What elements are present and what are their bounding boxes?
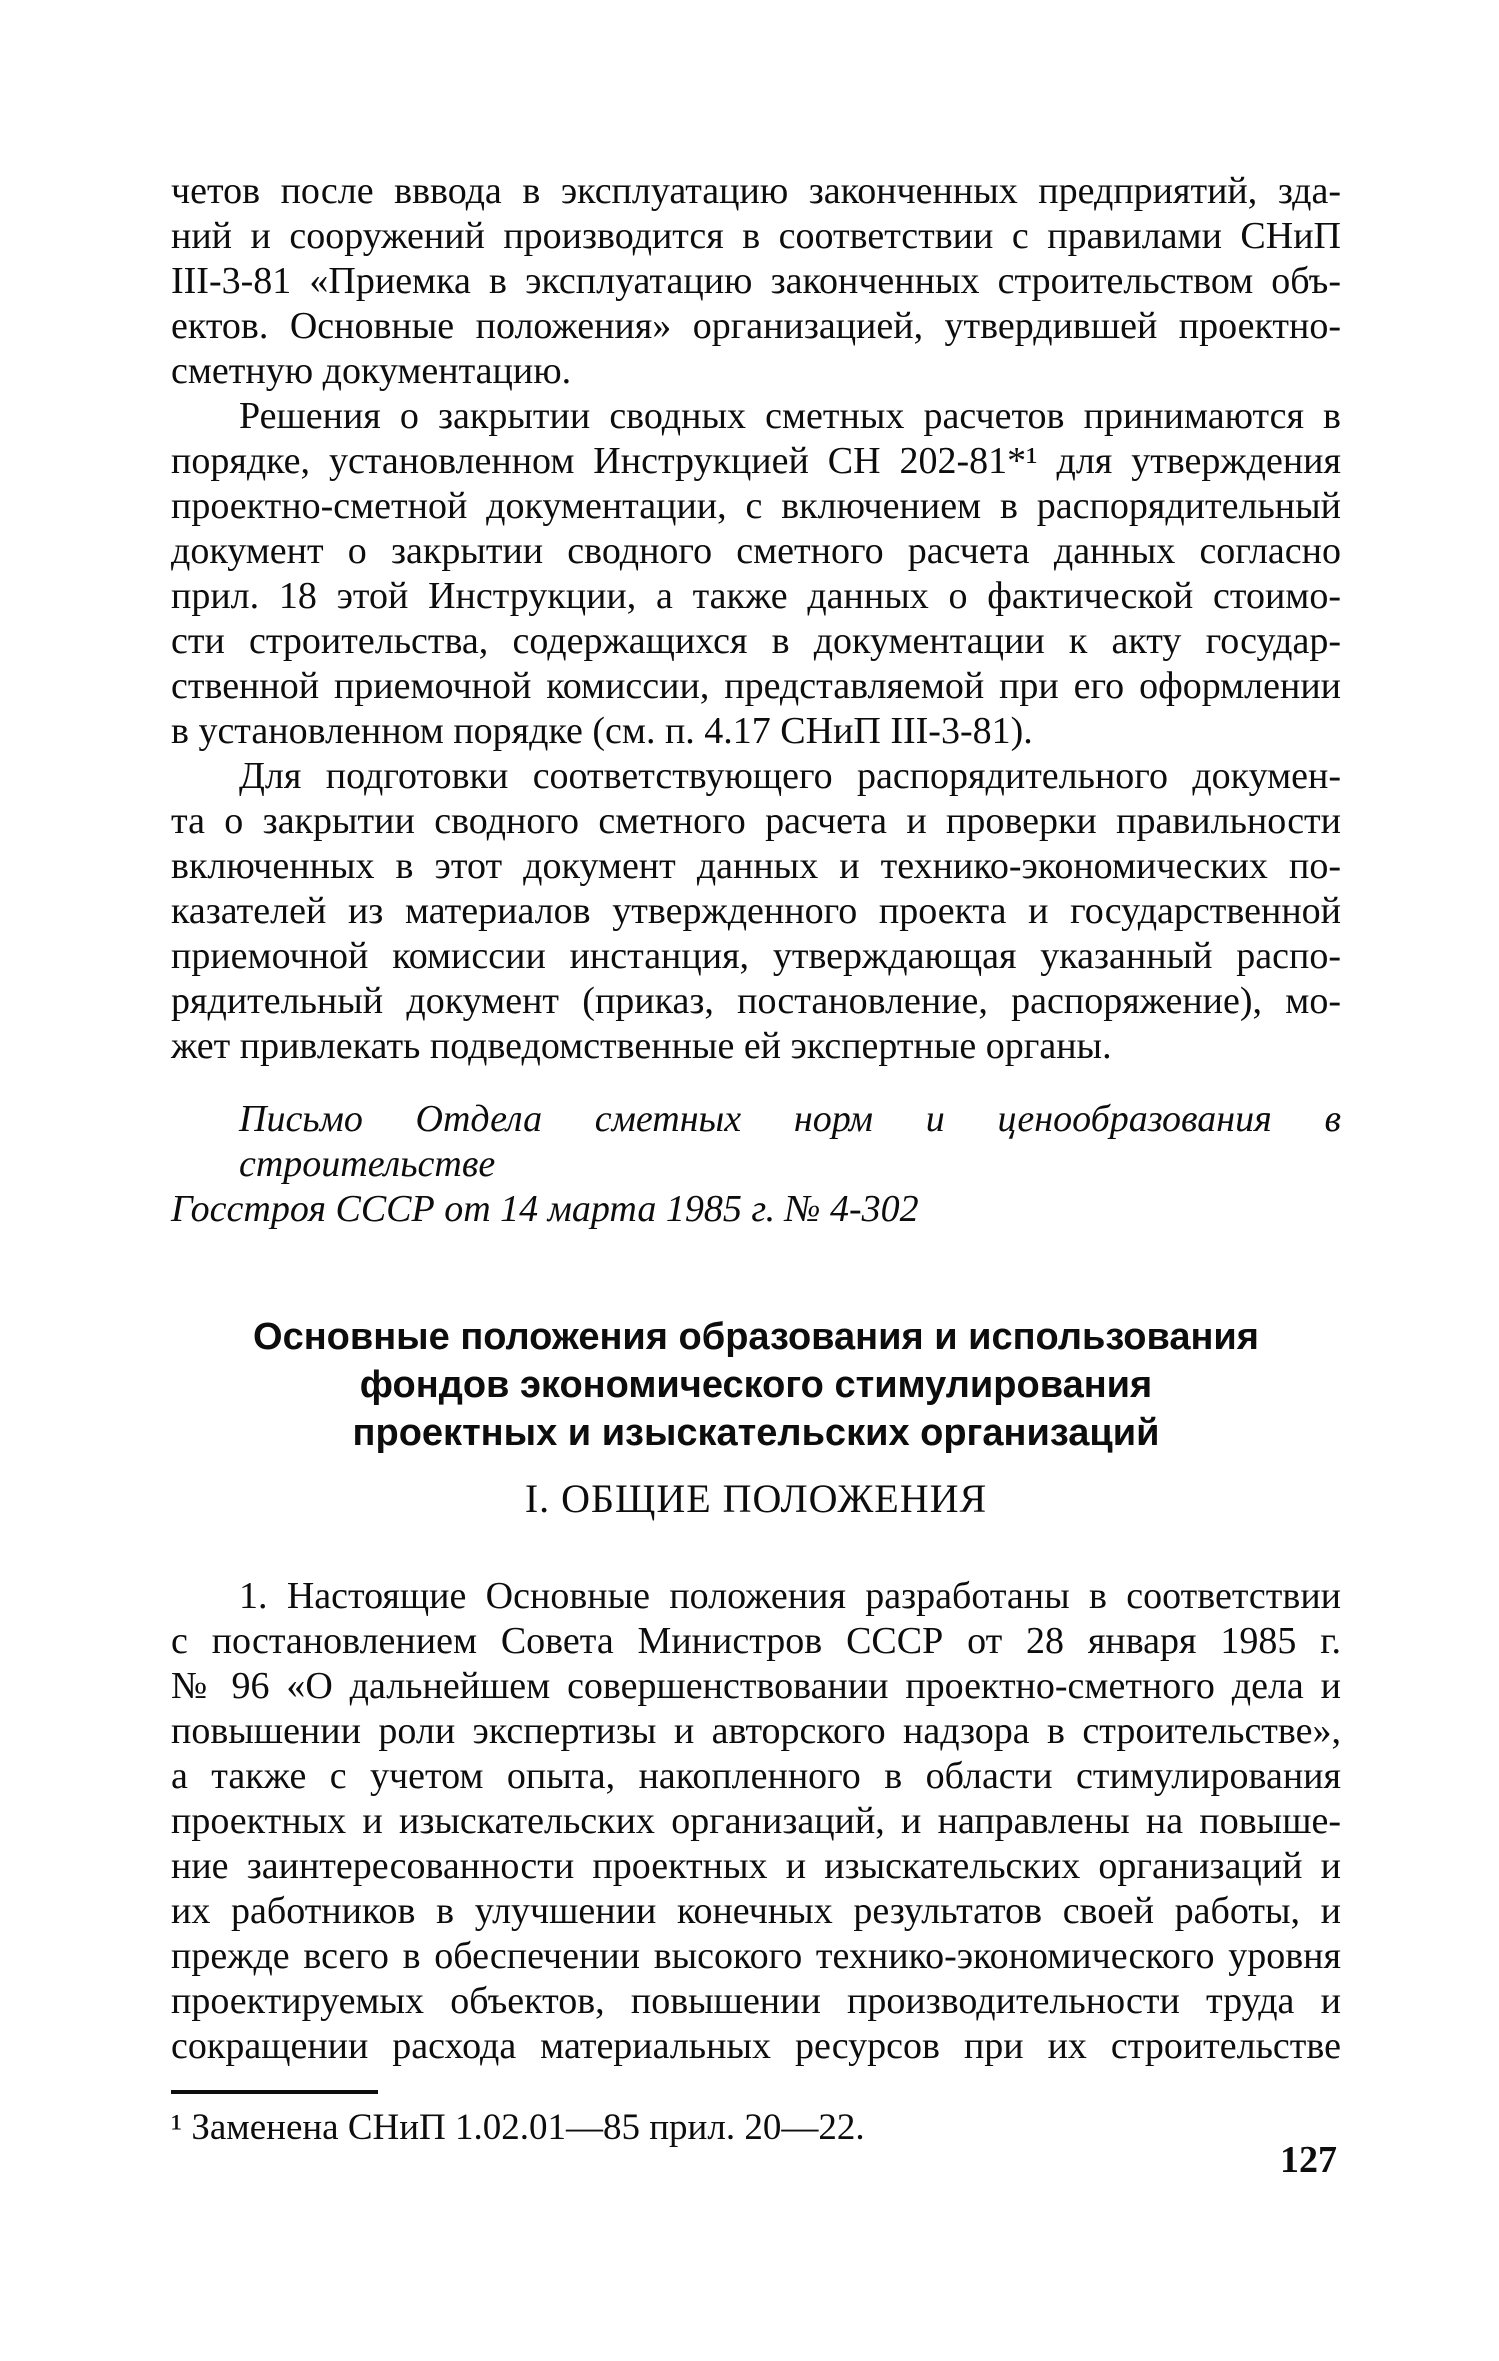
text-line: включенных в этот документ данных и технико-экономических по- <box>171 845 1341 887</box>
paragraph <box>171 394 1341 754</box>
text-line: рядительный документ (приказ, постановление, распоряжение), мо- <box>171 980 1341 1022</box>
text-line: Госстроя СССР от 14 марта 1985 г. № 4-302 <box>171 1188 919 1230</box>
text-line: ние заинтересованности проектных и изыскательских организаций и <box>171 1845 1341 1887</box>
source-letter <box>171 1097 1341 1232</box>
text-line: ственной приемочной комиссии, представляемой при его оформлении <box>171 665 1341 707</box>
text-line: четов после вввода в эксплуатацию законченных предприятий, зда- <box>171 170 1341 212</box>
text-line: документ о закрытии сводного сметного расчета данных согласно <box>171 530 1341 572</box>
text-line: проектно-сметной документации, с включением в распорядительный <box>171 485 1341 527</box>
text-line: Для подготовки соответствующего распорядительного докумен- <box>239 755 1341 797</box>
paragraph <box>171 754 1341 1069</box>
text-line: а также с учетом опыта, накопленного в области стимулирования <box>171 1755 1341 1797</box>
text-line: проектных и изыскательских организаций, и направлены на повыше- <box>171 1800 1341 1842</box>
text-line: повышении роли экспертизы и авторского надзора в строительстве», <box>171 1710 1341 1752</box>
title-line: Основные положения образования и использования <box>253 1316 1259 1358</box>
text-line: с постановлением Совета Министров СССР от 28 января 1985 г. <box>171 1620 1341 1662</box>
text-line: ектов. Основные положения» организацией, утвердившей проектно- <box>171 305 1341 347</box>
text-line: казателей из материалов утвержденного проекта и государственной <box>171 890 1341 932</box>
text-line: сметную документацию. <box>171 350 572 392</box>
text-line: прежде всего в обеспечении высокого технико-экономического уровня <box>171 1935 1341 1977</box>
text-line: жет привлекать подведомственные ей экспертные органы. <box>171 1025 1112 1067</box>
page-number: 127 <box>1280 2139 1337 2181</box>
text-line: приемочной комиссии инстанция, утверждающая указанный распо- <box>171 935 1341 977</box>
text-line: № 96 «О дальнейшем совершенствовании проектно-сметного дела и <box>171 1665 1341 1707</box>
footnote: ¹ Заменена СНиП 1.02.01—85 прил. 20—22. <box>171 2107 865 2148</box>
main-title <box>171 1313 1341 1457</box>
text-line: прил. 18 этой Инструкции, а также данных о фактической стоимо- <box>171 575 1341 617</box>
text-line: III-3-81 «Приемка в эксплуатацию законченных строительством объ- <box>171 260 1341 302</box>
paragraph <box>171 169 1341 394</box>
text-line: ний и сооружений производится в соответствии с правилами СНиП <box>171 215 1341 257</box>
text-line: та о закрытии сводного сметного расчета и проверки правильности <box>171 800 1341 842</box>
title-line: проектных и изыскательских организаций <box>352 1412 1160 1454</box>
text-line: сти строительства, содержащихся в документации к акту государ- <box>171 620 1341 662</box>
text-line: 1. Настоящие Основные положения разработаны в соответствии <box>239 1575 1341 1617</box>
title-line: фондов экономического стимулирования <box>359 1364 1153 1406</box>
text-line: сокращении расхода материальных ресурсов при их строительстве <box>171 2025 1341 2067</box>
text-line: Решения о закрытии сводных сметных расчетов принимаются в <box>239 395 1341 437</box>
section-heading: I. ОБЩИЕ ПОЛОЖЕНИЯ <box>524 1476 988 1521</box>
text-line: в установленном порядке (см. п. 4.17 СНиП III-3-81). <box>171 710 1033 752</box>
text-line: проектируемых объектов, повышении производительности труда и <box>171 1980 1341 2022</box>
footnote-rule <box>171 2090 378 2094</box>
text-block <box>171 169 1341 2150</box>
paragraph <box>171 1574 1341 2069</box>
text-line: порядке, установленном Инструкцией СН 202-81*¹ для утверждения <box>171 440 1341 482</box>
text-line: Письмо Отдела сметных норм и ценообразования в строительстве <box>239 1098 1341 1185</box>
text-line: их работников в улучшении конечных результатов своей работы, и <box>171 1890 1341 1932</box>
